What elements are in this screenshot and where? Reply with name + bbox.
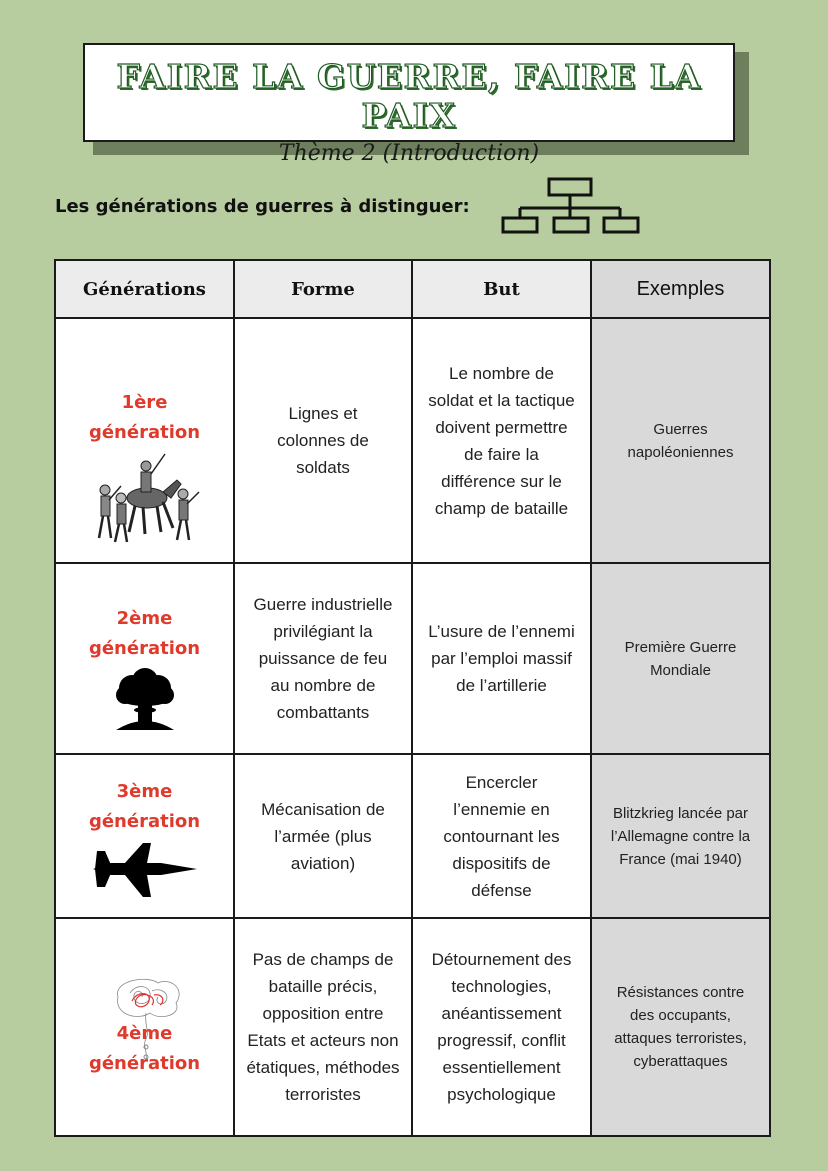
but-cell: L’usure de l’ennemi par l’emploi massif de l’artillerie bbox=[412, 563, 591, 754]
title-box bbox=[83, 43, 735, 166]
header-generations: Générations bbox=[55, 260, 234, 318]
header-exemples: Exemples bbox=[591, 260, 770, 318]
generation-cell bbox=[55, 563, 234, 754]
generation-cell bbox=[55, 318, 234, 563]
page-subtitle: Thème 2 (Introduction) bbox=[278, 141, 540, 166]
but-cell: Le nombre de soldat et la tactique doivent permettre de faire la différence sur le champ de bataille bbox=[412, 318, 591, 563]
mushroom-cloud-icon bbox=[110, 668, 180, 730]
generation-word: génération bbox=[88, 637, 201, 659]
org-chart-icon bbox=[500, 176, 642, 238]
generation-number: 1ère bbox=[121, 391, 168, 413]
header-forme: Forme bbox=[234, 260, 412, 318]
table-row bbox=[55, 918, 770, 1136]
header-but: But bbox=[412, 260, 591, 318]
fighter-jet-icon bbox=[91, 841, 199, 899]
table-row bbox=[55, 563, 770, 754]
exemple-cell: Première Guerre Mondiale bbox=[591, 563, 770, 754]
forme-cell: Guerre industrielle privilégiant la puissance de feu au nombre de combattants bbox=[234, 563, 412, 754]
generation-word: génération bbox=[88, 1053, 201, 1074]
generations-table bbox=[54, 259, 771, 1137]
table-row bbox=[55, 318, 770, 563]
generation-word: génération bbox=[88, 811, 201, 832]
but-cell: Encercler l’ennemie en contournant les dispositifs de défense bbox=[412, 754, 591, 918]
forme-cell: Mécanisation de l’armée (plus aviation) bbox=[234, 754, 412, 918]
exemple-cell: Résistances contre des occupants, attaques terroristes, cyberattaques bbox=[591, 918, 770, 1136]
section-heading: Les générations de guerres à distinguer: bbox=[55, 196, 470, 217]
exemple-cell: Guerres napoléoniennes bbox=[591, 318, 770, 563]
generation-number: 2ème bbox=[116, 607, 173, 629]
generation-word: génération bbox=[88, 421, 201, 443]
exemple-cell: Blitzkrieg lancée par l’Allemagne contre la France (mai 1940) bbox=[591, 754, 770, 918]
forme-cell: Pas de champs de bataille précis, opposition entre Etats et acteurs non étatiques, méthodes terroristes bbox=[234, 918, 412, 1136]
page-title: FAIRE LA GUERRE, FAIRE LA PAIX bbox=[116, 57, 702, 135]
but-cell: Détournement des technologies, anéantissement progressif, conflit essentiellement psychologique bbox=[412, 918, 591, 1136]
table-row bbox=[55, 754, 770, 918]
generation-number: 4ème bbox=[116, 1023, 173, 1044]
generation-number: 3ème bbox=[116, 781, 173, 802]
table-header-row bbox=[55, 260, 770, 318]
generation-cell bbox=[55, 754, 234, 918]
generation-cell bbox=[55, 918, 234, 1136]
cavalry-soldiers-icon bbox=[85, 452, 205, 544]
forme-cell: Lignes et colonnes de soldats bbox=[234, 318, 412, 563]
